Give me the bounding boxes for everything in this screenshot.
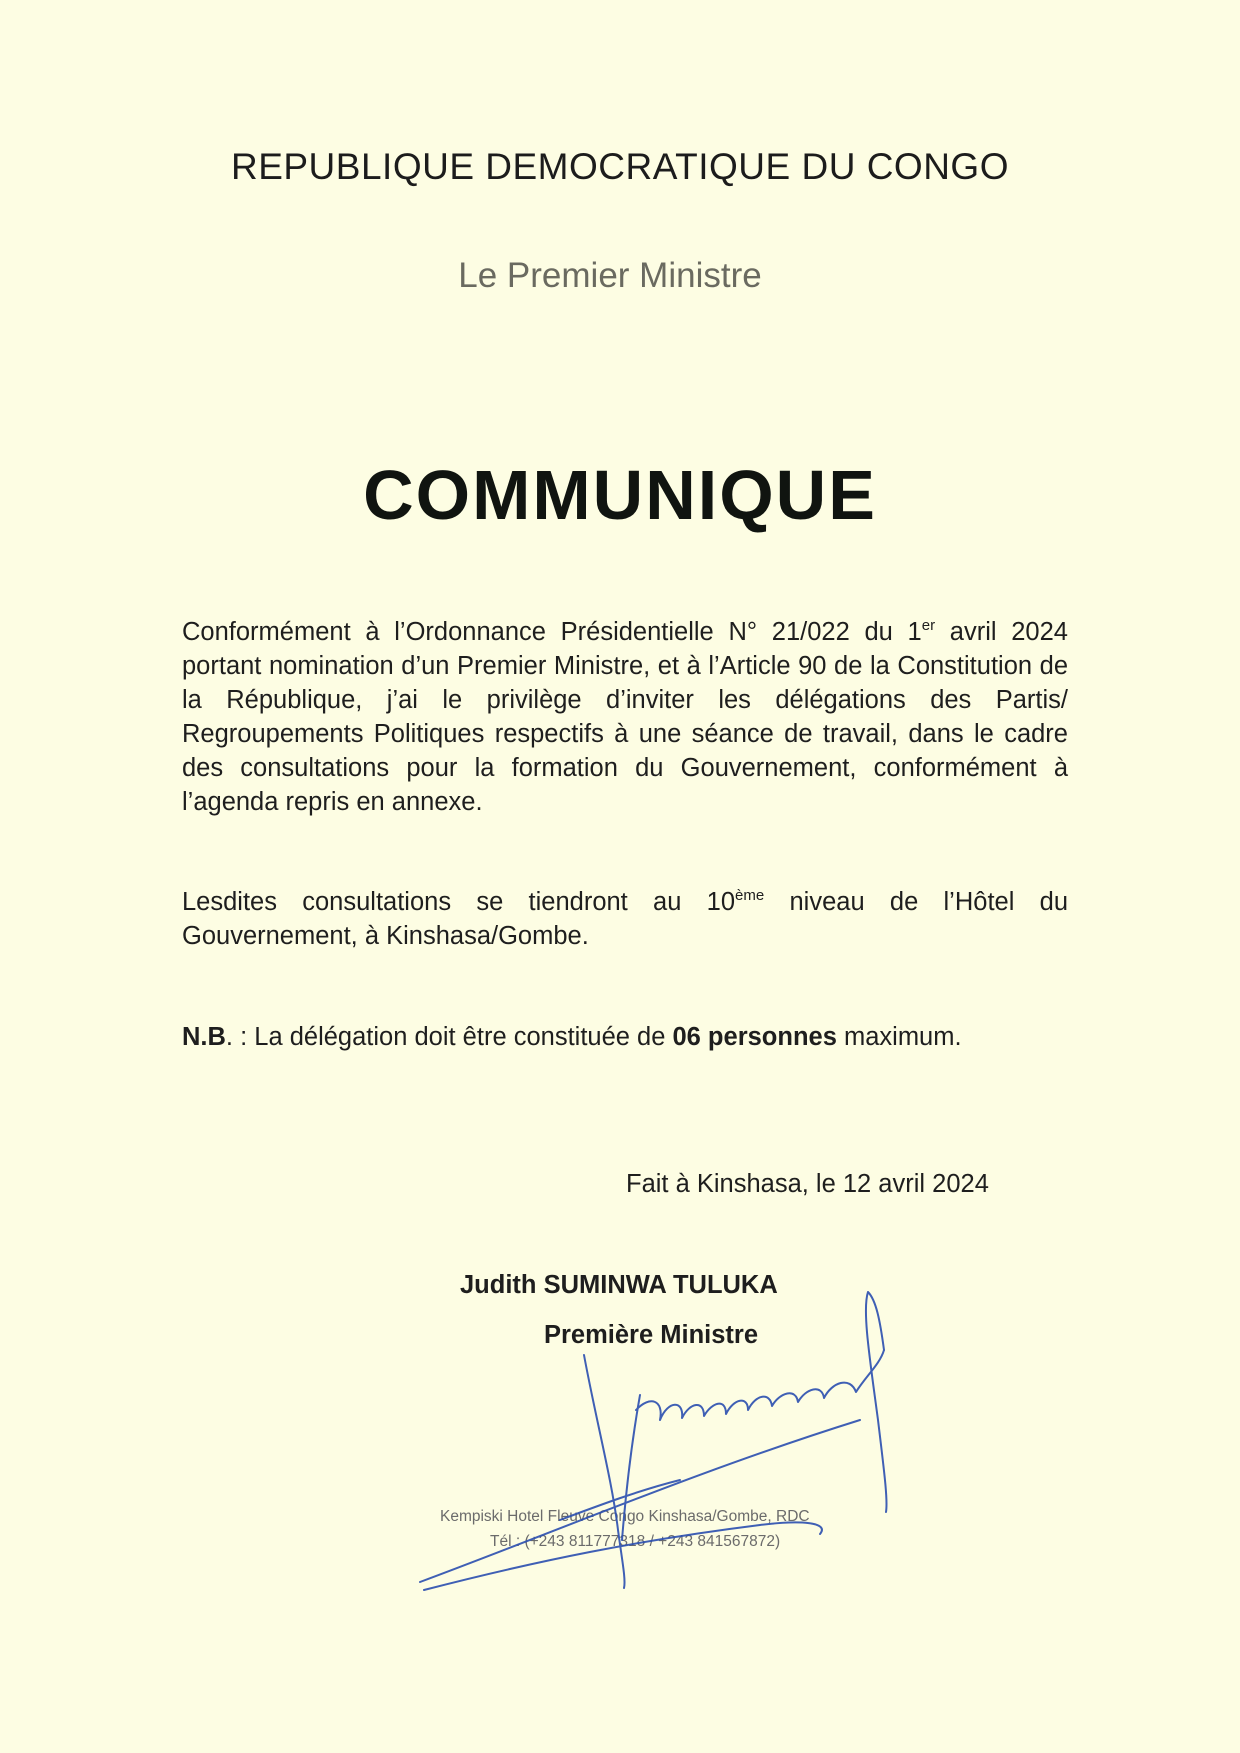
superscript: ème: [735, 887, 765, 904]
signer-name: Judith SUMINWA TULUKA: [460, 1271, 778, 1299]
signature-stroke: [866, 1292, 887, 1512]
paragraph-text: niveau de l’Hôtel du Gouvernement, à Kinshasa/Gombe.: [182, 888, 1068, 950]
nb-text: maximum.: [836, 1023, 962, 1051]
signature-stroke: [584, 1355, 625, 1588]
paragraph-text: Conformément à l’Ordonnance Présidentielle N° 21/022 du 1: [182, 618, 922, 646]
office-heading: Le Premier Ministre: [458, 256, 762, 295]
paragraph-text: avril 2024 portant nomination d’un Premier Ministre, et à l’Article 90 de la Constitution de la République, j’ai le privilège d’inviter les délégations des Partis/ Regroupements Politiques respectifs à une séance de travail, dans le cadre des consultations pour la formation du Gouvernement, conformément à l’agenda repris en annexe.: [182, 618, 1068, 816]
nb-emphasis: 06 personnes: [672, 1023, 837, 1051]
signature-stroke: [636, 1350, 884, 1420]
nota-bene: [182, 1020, 1068, 1054]
footer-address: Kempiski Hotel Fleuve Congo Kinshasa/Gombe, RDC: [440, 1508, 810, 1525]
nb-text: . : La délégation doit être constituée de: [225, 1023, 673, 1051]
document-title: COMMUNIQUE: [363, 456, 877, 534]
paragraph-location: [182, 885, 1068, 953]
country-heading: REPUBLIQUE DEMOCRATIQUE DU CONGO: [230, 146, 1009, 187]
paragraph-ordonnance: [182, 615, 1068, 819]
paragraph-text: Lesdites consultations se tiendront au 10: [182, 888, 736, 916]
superscript: er: [921, 617, 936, 634]
signature-stroke: [420, 1420, 860, 1582]
nb-label: N.B: [182, 1023, 226, 1051]
signer-title: Première Ministre: [544, 1321, 759, 1349]
place-and-date: Fait à Kinshasa, le 12 avril 2024: [626, 1170, 989, 1198]
footer-phone: Tél : (+243 811777318 / +243 841567872): [490, 1533, 781, 1550]
